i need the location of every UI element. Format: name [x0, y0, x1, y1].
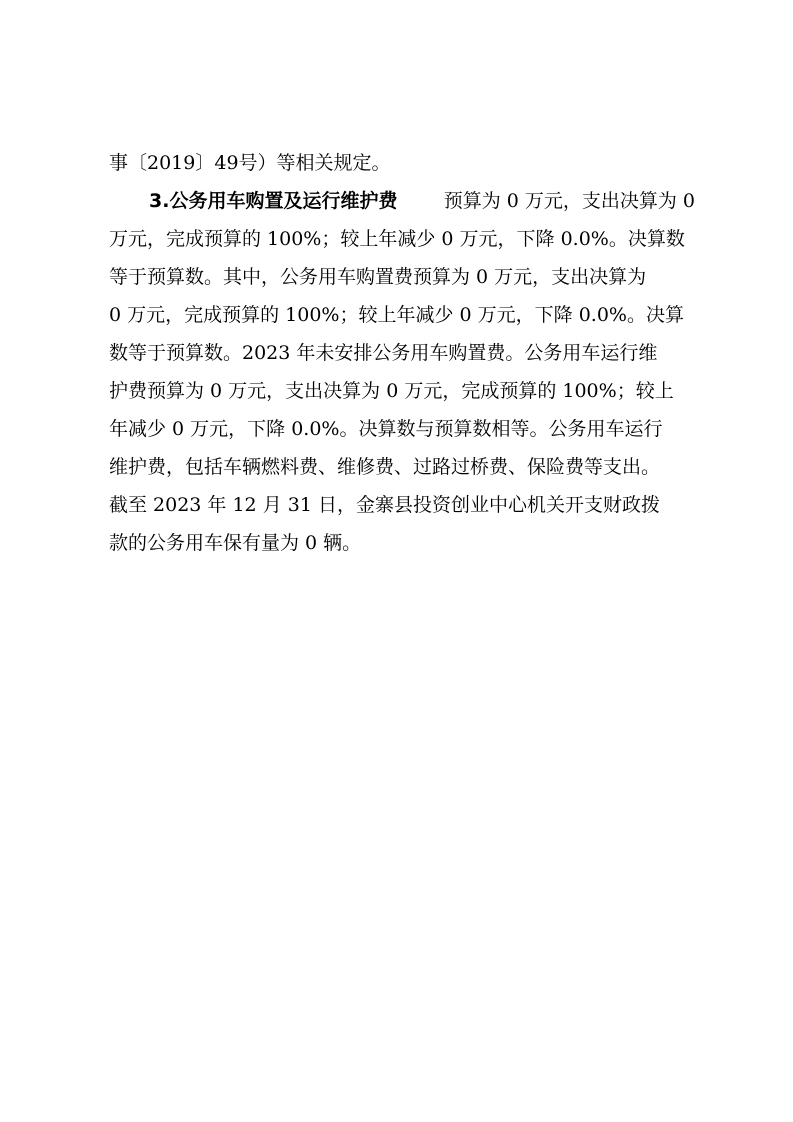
text-line-content: 护费预算为 0 万元，支出决算为 0 万元，完成预算的 100%；较上 [109, 380, 674, 402]
text-line [109, 524, 695, 562]
section-heading: 3.公务用车购置及运行维护费 [149, 190, 398, 212]
text-line [109, 486, 695, 524]
text-line [109, 144, 695, 182]
text-line [109, 334, 695, 372]
text-line [109, 410, 695, 448]
text-line-content: 款的公务用车保有量为 0 辆。 [109, 532, 362, 554]
text-line [109, 296, 695, 334]
text-line-content: 万元，完成预算的 100%；较上年减少 0 万元，下降 0.0%。决算数 [109, 228, 685, 250]
text-line-content: 0 万元，完成预算的 100%；较上年减少 0 万元，下降 0.0%。决算 [109, 304, 684, 326]
text-line [109, 448, 695, 486]
text-line [109, 258, 695, 296]
text-line-content: 预算为 0 万元，支出决算为 0 [443, 190, 695, 212]
document-body [109, 144, 695, 562]
text-line [109, 372, 695, 410]
text-line-content: 维护费，包括车辆燃料费、维修费、过路过桥费、保险费等支出。 [109, 456, 661, 478]
text-line-content: 截至 2023 年 12 月 31 日，金寨县投资创业中心机关开支财政拨 [109, 494, 660, 516]
text-line-content: 事〔2019〕49号）等相关规定。 [109, 152, 391, 174]
text-line [109, 220, 695, 258]
section-first-line [109, 182, 695, 220]
text-line-content: 等于预算数。其中，公务用车购置费预算为 0 万元，支出决算为 [109, 266, 647, 288]
text-line-content: 年减少 0 万元，下降 0.0%。决算数与预算数相等。公务用车运行 [109, 418, 663, 440]
text-line-content: 数等于预算数。2023 年未安排公务用车购置费。公务用车运行维 [109, 342, 658, 364]
